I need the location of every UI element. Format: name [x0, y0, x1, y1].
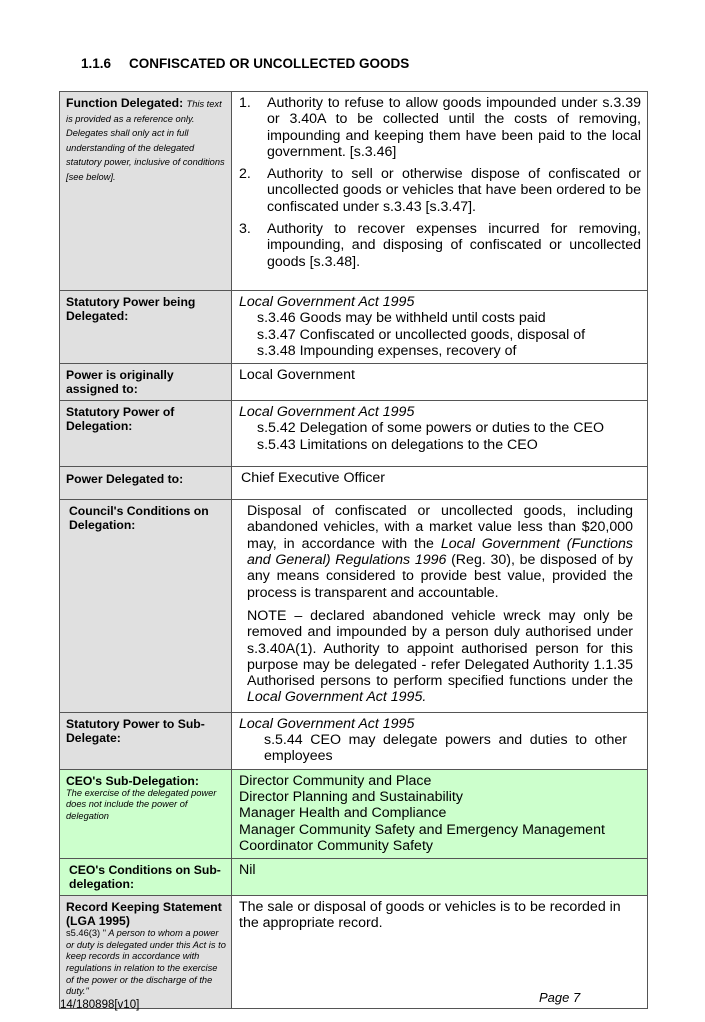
- label-cell: [60, 712, 232, 769]
- ceo-conditions-label: CEO's Conditions on Sub-delegation:: [69, 863, 221, 892]
- assigned-value: Local Government: [239, 367, 355, 384]
- record-keeping-label: Record Keeping Statement (LGA 1995): [66, 900, 222, 929]
- value-cell: [232, 401, 648, 467]
- officer-item: Manager Community Safety and Emergency Management: [239, 821, 605, 838]
- list-item: 2. Authority to sell or otherwise dispose of confiscated or uncollected goods or vehicles that have been ordered to be confiscated under s.3.43 [s.3.47].: [239, 166, 641, 215]
- row-function-delegated: [60, 92, 648, 291]
- section-line: s.3.46 Goods may be withheld until costs paid: [257, 310, 546, 327]
- ceo-conditions-value: Nil: [239, 862, 256, 879]
- label-cell: [60, 769, 232, 858]
- function-delegated-label: Function Delegated:: [66, 96, 184, 110]
- list-item: 3. Authority to recover expenses incurred for removing, impounding, and disposing of confiscated or uncollected goods [s.3.48].: [239, 221, 641, 270]
- officer-item: Manager Health and Compliance: [239, 805, 447, 822]
- power-of-delegation-label: Statutory Power of Delegation:: [66, 405, 175, 434]
- row-originally-assigned: [60, 364, 648, 401]
- row-sub-delegate-power: [60, 712, 648, 769]
- label-cell: [60, 500, 232, 713]
- ceo-sub-delegation-note: The exercise of the delegated power does not include the power of delegation: [66, 787, 217, 821]
- section-title: CONFISCATED OR UNCOLLECTED GOODS: [129, 56, 410, 71]
- assigned-label: Power is originally assigned to:: [66, 368, 174, 397]
- officer-item: Director Community and Place: [239, 772, 432, 789]
- officer-item: Director Planning and Sustainability: [239, 788, 463, 805]
- label-cell: [60, 364, 232, 401]
- act-name: Local Government Act 1995: [239, 715, 415, 732]
- value-cell: [232, 712, 648, 769]
- row-delegated-to: [60, 467, 648, 500]
- value-cell: [232, 500, 648, 713]
- value-cell: [232, 92, 648, 291]
- row-power-of-delegation: [60, 401, 648, 467]
- delegated-to-label: Power Delegated to:: [66, 472, 184, 487]
- act-name: Local Government Act 1995: [239, 404, 415, 421]
- label-cell: [60, 467, 232, 500]
- value-cell: [232, 769, 648, 858]
- value-cell: [232, 291, 648, 364]
- act-name: Local Government Act 1995: [239, 294, 415, 310]
- label-cell: [60, 291, 232, 364]
- conditions-label: Council's Conditions on Delegation:: [69, 504, 209, 533]
- delegated-to-value: Chief Executive Officer: [241, 470, 386, 487]
- document-reference: 14/180898[v10]: [60, 999, 140, 1011]
- list-item: 1. Authority to refuse to allow goods impounded under s.3.39 or 3.40A to be collected until the costs of removing, impounding and keeping them have been paid to the local government. [s.3.46]: [239, 95, 641, 160]
- function-list: [239, 95, 641, 270]
- record-keeping-quote: s5.46(3) " A person to whom a power or duty is delegated under this Act is to keep records in accordance with regulations in relation to the exercise of the power or the discharge of the duty.": [66, 928, 226, 997]
- section-line: s.3.47 Confiscated or uncollected goods, disposal of: [257, 326, 586, 343]
- sub-delegate-label: Statutory Power to Sub-Delegate:: [66, 716, 205, 745]
- section-line: s.3.48 Impounding expenses, recovery of: [257, 342, 517, 359]
- value-cell: [232, 896, 648, 1009]
- page-number: Page 7: [539, 990, 581, 1005]
- row-ceo-conditions: [60, 859, 648, 896]
- conditions-note: NOTE – declared abandoned vehicle wreck may only be removed and impounded by a person duly authorised under s.3.40A(1). Authority to appoint authorised person for this purpose may be delegated - refer Delegated Authority 1.1.35 Authorised persons to perform specified functions under the Local Government Act 1995.: [247, 607, 633, 706]
- conditions-paragraph: Disposal of confiscated or uncollected goods, including abandoned vehicles, with a market value less than $20,000 may, in accordance with the Local Government (Functions and General) Regulations 1996 (Reg. 30), be disposed of by any means considered to provide best value, provided the process is transparent and accountable.: [247, 503, 634, 601]
- value-cell: [232, 364, 648, 401]
- ceo-sub-delegation-label: CEO's Sub-Delegation:: [66, 773, 199, 788]
- label-cell: [60, 401, 232, 467]
- label-cell: [60, 859, 232, 896]
- statutory-power-label: Statutory Power being Delegated:: [66, 295, 196, 323]
- delegation-table: [59, 91, 648, 1009]
- label-cell: [60, 92, 232, 291]
- row-council-conditions: [60, 500, 648, 713]
- row-ceo-sub-delegation: [60, 769, 648, 858]
- record-keeping-value: The sale or disposal of goods or vehicles is to be recorded in the appropriate record.: [239, 899, 621, 932]
- value-cell: [232, 859, 648, 896]
- section-heading: [81, 56, 409, 71]
- function-delegated-note: This text is provided as a reference only. Delegates shall only act in full understanding of the delegated statutory power, inclusive of conditions [see below].: [66, 99, 225, 182]
- value-cell: [232, 467, 648, 500]
- row-statutory-power: [60, 291, 648, 364]
- section-number: 1.1.6: [81, 56, 112, 71]
- section-line: s.5.44 CEO may delegate powers and duties to other employees: [264, 732, 627, 765]
- label-cell: [60, 896, 232, 1009]
- officer-item: Coordinator Community Safety: [239, 837, 433, 854]
- section-line: s.5.42 Delegation of some powers or duties to the CEO: [257, 420, 604, 437]
- section-line: s.5.43 Limitations on delegations to the CEO: [257, 436, 538, 453]
